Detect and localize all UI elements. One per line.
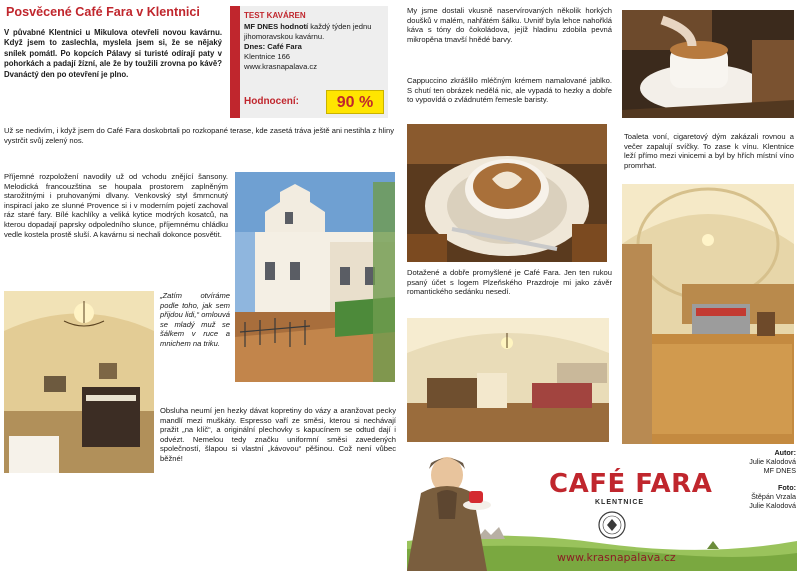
credits-author: Julie Kalodová [749,456,796,466]
test-box-cafe: Dnes: Café Fara [244,42,302,51]
cappuccino-photo [407,124,607,262]
test-box-body [244,22,384,72]
facade-photo [235,172,395,382]
article-paragraph-3: Obsluha neumí jen hezky dávat kopretiny do vázy a aranžovat pecky mandlí mezi muškáty. Espresso vaří ze směsi, kterou si nechávají pražit „na klíč“, a originální plechovky s kapucínem se odtud dají i odvézt. Nemelou tedy značku uniformní směsi zavedených společností, šlapou si vlastní „kávovou“ pěšinou. Což není vůbec běžné! [160,406,396,463]
rating-value: 90 % [326,90,384,114]
ad-logo: CAFÉ FARA [549,469,713,499]
ad-logo-sub: KLENTNICE [595,499,645,506]
test-box-web[interactable]: www.krasnapalava.cz [244,62,318,71]
credits-photo-label: Foto: [778,483,796,493]
credits-author-label: Autor: [774,448,796,457]
col3-paragraph-1: My jsme dostali vkusně naservírovaných několik horkých doušků v malém, nahřátém šálku. Uvnitř byla lehce nahořklá káva s tóny do čokoládova, jejíž hladinu zdobila pevná mikropěna tmavší hnědé barvy. [407,6,612,44]
article-title: Posvěcené Café Fara v Klentnici [6,5,200,19]
col3-paragraph-2: Cappuccino zkrášlilo mléčným krémem namalované jablko. S chutí ten obrázek nedělá nic, ale vypadá to hezky a dobře to vypovídá o zvládnutém řemesle baristy. [407,76,612,105]
coffee-cup-photo [622,10,794,118]
test-box-address: Klentnice 166 [244,52,291,61]
rating-label: Hodnocení: [244,96,299,107]
col3-paragraph-3: Dotažené a dobře promyšlené je Café Fara. Jen ten rukou psaný účet s logem Plzeňského Prazdroje mi jako závěr romantického sedánku nesedí. [407,268,612,297]
test-box-line1-bold: MF DNES hodnotí [244,22,309,31]
article-paragraph-2: Příjemné rozpoložení navodily už od vchodu znějící šansony. Melodická francouzština se houpala prostorem zaplněným starožitnými i pruhovanými dlvany. Venkovský styl šmrncnutý inspirací jako ze slunné Provence si i v moderním pojetí zachoval ráz staré fary. Bílé kachlíky a veliká kytice modrých kosatců, na kterou dopadají paprsky odpoledního slunce, příjemnému chládku vedle kostela prostě sluší. A kavárnu si nechali dokonce posvětit. [4,172,228,239]
credits-author-org: MF DNES [763,465,796,475]
credits [712,449,796,511]
cafe-interior-photo [407,318,609,442]
interior-piano-photo [4,291,154,473]
ad-url-link[interactable]: www.krasnapalava.cz [557,551,676,564]
credits-photo-2: Julie Kalodová [749,500,796,510]
article-paragraph-1: Už se nedivím, i když jsem do Café Fara doskobrtali po rozkopané terase, kde zasetá tráva ještě ani nestihla z hliny vystrčit svůj zelený nos. [4,126,394,145]
article-quote: „Zatím otvíráme podle toho, jak sem přijdou lidi,“ omlouvá se mladý muž se šálkem v ruce a mnichem na triku. [160,291,230,348]
test-box-header: TEST KAVÁREN [244,11,306,20]
bar-counter-photo [622,184,794,444]
test-box-line1: každý týden jednu jihomoravskou kavárnu. [244,22,372,41]
article-intro: V půvabné Klentnici u Mikulova otevřeli novou kavárnu. Když jsem to zaslechla, myslela jsem si, že se nějaký snílek pomátl. Po kopcích Pálavy si turisté odírají paty v pohorkách a padají žíznί, ale že by toužili zrovna po kávě? Dvanáctý den po otevření je plno. [4,28,222,79]
credits-photo-1: Štěpán Vrzala [751,492,796,502]
col4-paragraph: Toaleta voní, cigaretový dým zakázali rovnou a večer zapalují svíčky. To zase k vínu. Klentnice leží přímo mezi vinicemi a byl by hřích místní víno promrhat. [624,132,794,170]
test-info-box [230,6,388,118]
